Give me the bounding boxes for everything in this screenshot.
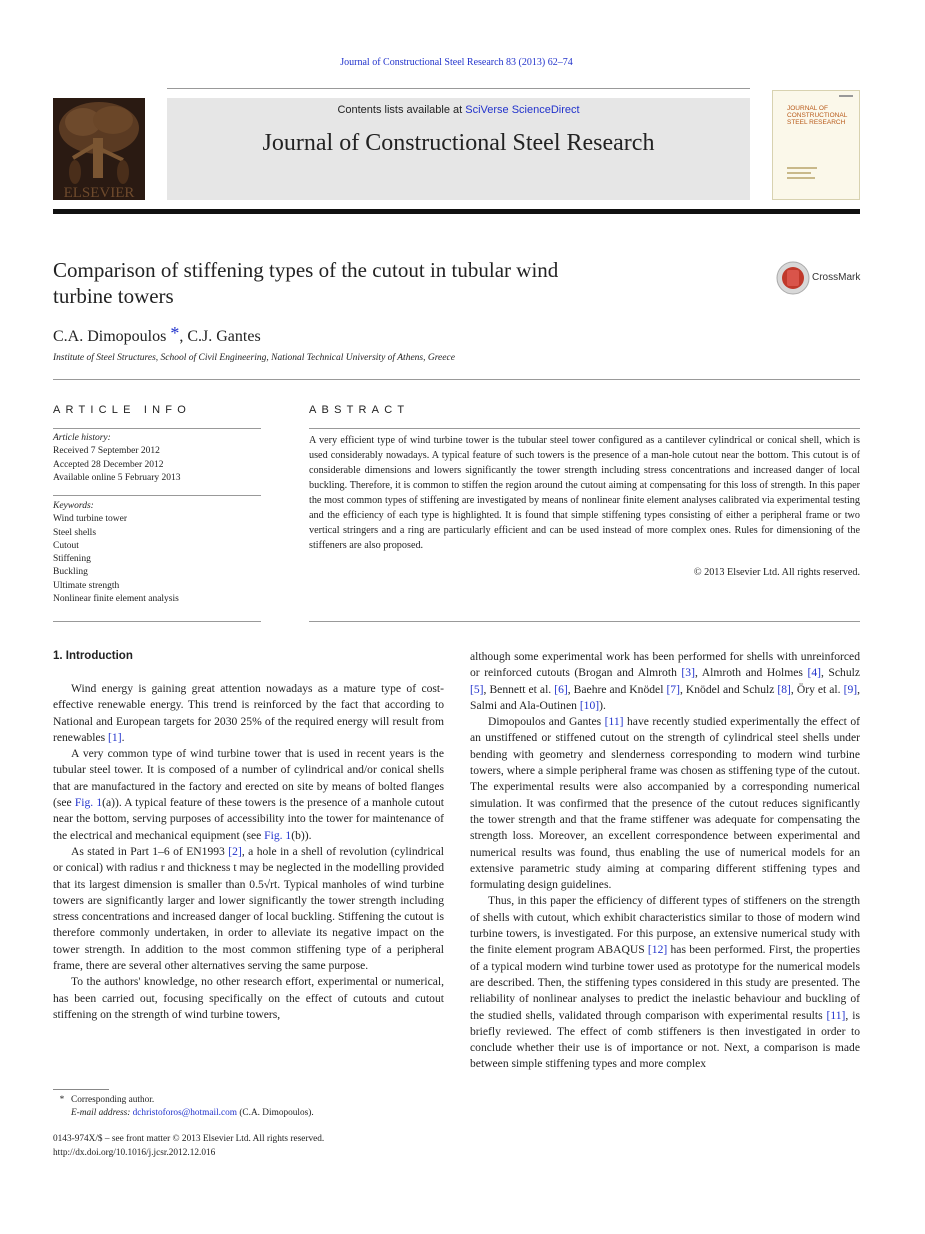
paragraph: Thus, in this paper the efficiency of different types of stiffeners on the strength of shells with cutout, which exhibit characteristics similar to those of modern wind turbine towers, is investigated. For this purpose, an extensive numerical study with the finite element program ABAQUS [12] has been performed. First, the properties of a typical modern wind turbine tower used as prototype for the numerical models are described. Then, the stiffening types considered in this study are presented. The reliability of nonlinear analyses to predict the inelastic behaviour and buckling of the studied shells, validated through comparison with experimental results [11], is briefly reviewed. The effect of comb stiffeners is then investigated in order to conclude whether their use is of importance or not. Next, a comparison is made between simple stiffening types and more complex xyxy=(470,894,861,1071)
article-history xyxy=(53,432,261,485)
footnote-corresponding: * Corresponding author. xyxy=(53,1094,154,1107)
history-item: Received 7 September 2012 xyxy=(53,446,160,457)
citation-link[interactable]: [8] xyxy=(777,682,791,696)
section-heading: 1. Introduction xyxy=(53,650,133,662)
citation-link[interactable]: [7] xyxy=(666,682,680,696)
paragraph: To the authors' knowledge, no other research effort, experimental or numerical, has been carried out, focusing specifically on the effect of cutouts and cutout stiffening on the strength of wind turbine towers, xyxy=(53,975,444,1021)
paragraph: Wind energy is gaining great attention nowadays as a mature type of cost-effective renewable energy. This trend is reinforced by the fact that according to National and European targets for 2030 25% of the required energy will result from renewables [1]. xyxy=(53,682,444,744)
citation-link[interactable]: [9] xyxy=(843,682,858,696)
divider xyxy=(309,621,860,622)
divider xyxy=(53,621,261,622)
footnote-mark: * xyxy=(59,1095,65,1105)
elsevier-tree-icon xyxy=(53,98,145,200)
citation-link[interactable]: [6] xyxy=(554,682,568,696)
divider xyxy=(53,495,261,496)
footnote-email: E-mail address: dchristoforos@hotmail.com (C.A. Dimopoulos). xyxy=(71,1108,314,1118)
elsevier-logo[interactable] xyxy=(53,98,145,200)
body-column-left xyxy=(53,681,444,1023)
divider xyxy=(53,379,860,380)
history-item: Available online 5 February 2013 xyxy=(53,472,181,483)
keyword: Cutout xyxy=(53,540,79,551)
citation-link[interactable]: [4] xyxy=(807,666,821,680)
citation-link[interactable]: [11] xyxy=(826,1008,846,1022)
citation-link[interactable]: [3] xyxy=(681,666,695,680)
keywords xyxy=(53,500,261,606)
issn-line: 0143-974X/$ – see front matter © 2013 Elsevier Ltd. All rights reserved. xyxy=(53,1134,325,1144)
abstract-heading: ABSTRACT xyxy=(309,404,410,416)
affiliation: Institute of Steel Structures, School of Civil Engineering, National Technical University of Athens, Greece xyxy=(53,353,455,363)
paragraph: although some experimental work has been performed for shells with unreinforced or reinforced cutouts (Brogan and Almroth [3], Almroth and Holmes [4], Schulz [5], Bennett et al. [6], Baehre and Knödel [7], Knödel and Schulz [8], Öry et al. [9], Salmi and Ala-Outinen [10]). xyxy=(470,650,861,712)
header-rule xyxy=(167,88,750,89)
author-name[interactable]: C.A. Dimopoulos xyxy=(53,328,167,345)
citation-link[interactable]: [12] xyxy=(647,943,668,957)
author-name[interactable]: , C.J. Gantes xyxy=(179,328,261,345)
journal-reference-link[interactable]: Journal of Constructional Steel Research 83 (2013) 62–74 xyxy=(340,57,573,68)
contents-prefix: Contents lists available at xyxy=(337,104,466,116)
article-info-heading: ARTICLE INFO xyxy=(53,404,191,416)
body-column-right xyxy=(470,649,860,1073)
keywords-label: Keywords: xyxy=(53,501,94,511)
journal-title[interactable]: Journal of Constructional Steel Research xyxy=(262,130,655,156)
figure-link[interactable]: Fig. 1 xyxy=(264,828,292,842)
paragraph: A very common type of wind turbine tower that is used in recent years is the tubular steel tower. It is composed of a number of cylindrical and/or conical shells that are manufactured in the factory and erected on site by means of bolted flanges (see Fig. 1(a)). A typical feature of these towers is the presence of a manhole cutout near the bottom, serving purposes of accessibility into the tower for maintenance of the electrical and mechanical equipment (see Fig. 1(b)). xyxy=(53,747,444,842)
copyright: © 2013 Elsevier Ltd. All rights reserved. xyxy=(693,567,860,578)
keyword: Stiffening xyxy=(53,554,91,565)
keyword: Steel shells xyxy=(53,527,97,538)
citation-link[interactable]: [11] xyxy=(604,715,624,729)
article-title-line: Comparison of stiffening types of the cutout in tubular wind xyxy=(53,258,559,282)
header-thick-rule xyxy=(53,209,860,214)
email-link[interactable]: dchristoforos@hotmail.com xyxy=(132,1108,237,1118)
crossmark-badge[interactable] xyxy=(776,261,866,295)
masthead xyxy=(167,98,750,200)
journal-cover-thumbnail[interactable] xyxy=(772,90,860,200)
cover-mark xyxy=(839,95,853,97)
citation-link[interactable]: [2] xyxy=(228,844,242,858)
author-line xyxy=(53,323,261,346)
crossmark-label: CrossMark xyxy=(812,272,861,283)
divider xyxy=(53,428,261,429)
abstract-text: A very efficient type of wind turbine tower is the tubular steel tower configured as a cantilever cylindrical or conical shell, which is used considerably nowadays. A typical feature of such towers is the presence of a man-hole cutout near the bottom. This cutout is of considerable dimensions and lowers significantly the tower strength including stress concentrations and increased danger of local buckling. Therefore, it is common to stiffen the region around the cutout aiming at compensating for this loss of strength. In this paper the most common types of stiffening are investigated by means of nonlinear finite element analyses calibrated via experimental testing and the efficiency of each type is highlighted. It is found that simple stiffening types consisting of either a peripheral frame or two vertical stringers and a ring are particularly efficient and can be used instead of more complex ones. Rules for dimensioning of the stiffeners are also proposed. xyxy=(309,435,860,551)
citation-link[interactable]: [5] xyxy=(470,682,484,696)
citation-link[interactable]: [1] xyxy=(108,730,122,744)
cover-title: JOURNAL OF CONSTRUCTIONAL STEEL RESEARCH xyxy=(787,105,848,126)
footnote-rule xyxy=(53,1089,109,1090)
crossmark-icon xyxy=(776,261,810,295)
history-label: Article history: xyxy=(53,433,111,443)
citation-link[interactable]: [10] xyxy=(579,698,600,712)
article-title-line: turbine towers xyxy=(53,284,174,308)
keyword: Wind turbine tower xyxy=(53,514,128,525)
divider xyxy=(309,428,860,429)
keyword: Buckling xyxy=(53,567,88,578)
article-title xyxy=(53,257,693,309)
keyword: Nonlinear finite element analysis xyxy=(53,594,179,605)
corresponding-author-mark[interactable]: * xyxy=(170,323,180,343)
cover-line xyxy=(787,167,817,169)
history-item: Accepted 28 December 2012 xyxy=(53,459,164,470)
paragraph: As stated in Part 1–6 of EN1993 [2], a hole in a shell of revolution (cylindrical or conical) with radius r and thickness t may be neglected in the modelling provided that its largest dimension is smaller than 0.5√rt. Typical manholes of wind turbine towers are significantly larger and lower significantly the tower strength including stress concentrations and increased danger of local buckling. Stiffening the cutout is therefore commonly undertaken, in order to alleviate its negative impact on the tower strength. In addition to the most common stiffening type of a peripheral frame, there are several other alternatives serving the same purpose. xyxy=(53,844,445,973)
contents-line xyxy=(167,104,750,116)
cover-line xyxy=(787,177,815,179)
paragraph: Dimopoulos and Gantes [11] have recently studied experimentally the effect of an unstiffened or stiffened cutout on the strength of cylindrical steel shells under bending with geometry and slenderness corresponding to modern wind turbine towers, where a simple peripheral frame was chosen as stiffening type of the cutout. The experimental results were also accompanied by a corresponding numerical simulation. It was confirmed that the presence of the cutout reduces significantly the tower strength and that the frame stiffener was adequate for compensating the strength loss. Moreover, an excellent correspondence between experimental and numerical results was found, thus enabling the use of numerical models for an extensive parametric study aiming at comparing different stiffening types and formulating design guidelines. xyxy=(470,715,860,892)
sciencedirect-link[interactable]: SciVerse ScienceDirect xyxy=(465,104,580,116)
cover-line xyxy=(787,172,811,174)
figure-link[interactable]: Fig. 1 xyxy=(74,796,103,810)
logo-wordmark: ELSEVIER xyxy=(63,185,135,200)
doi-link[interactable]: http://dx.doi.org/10.1016/j.jcsr.2012.12.016 xyxy=(53,1148,216,1158)
keyword: Ultimate strength xyxy=(53,580,120,591)
